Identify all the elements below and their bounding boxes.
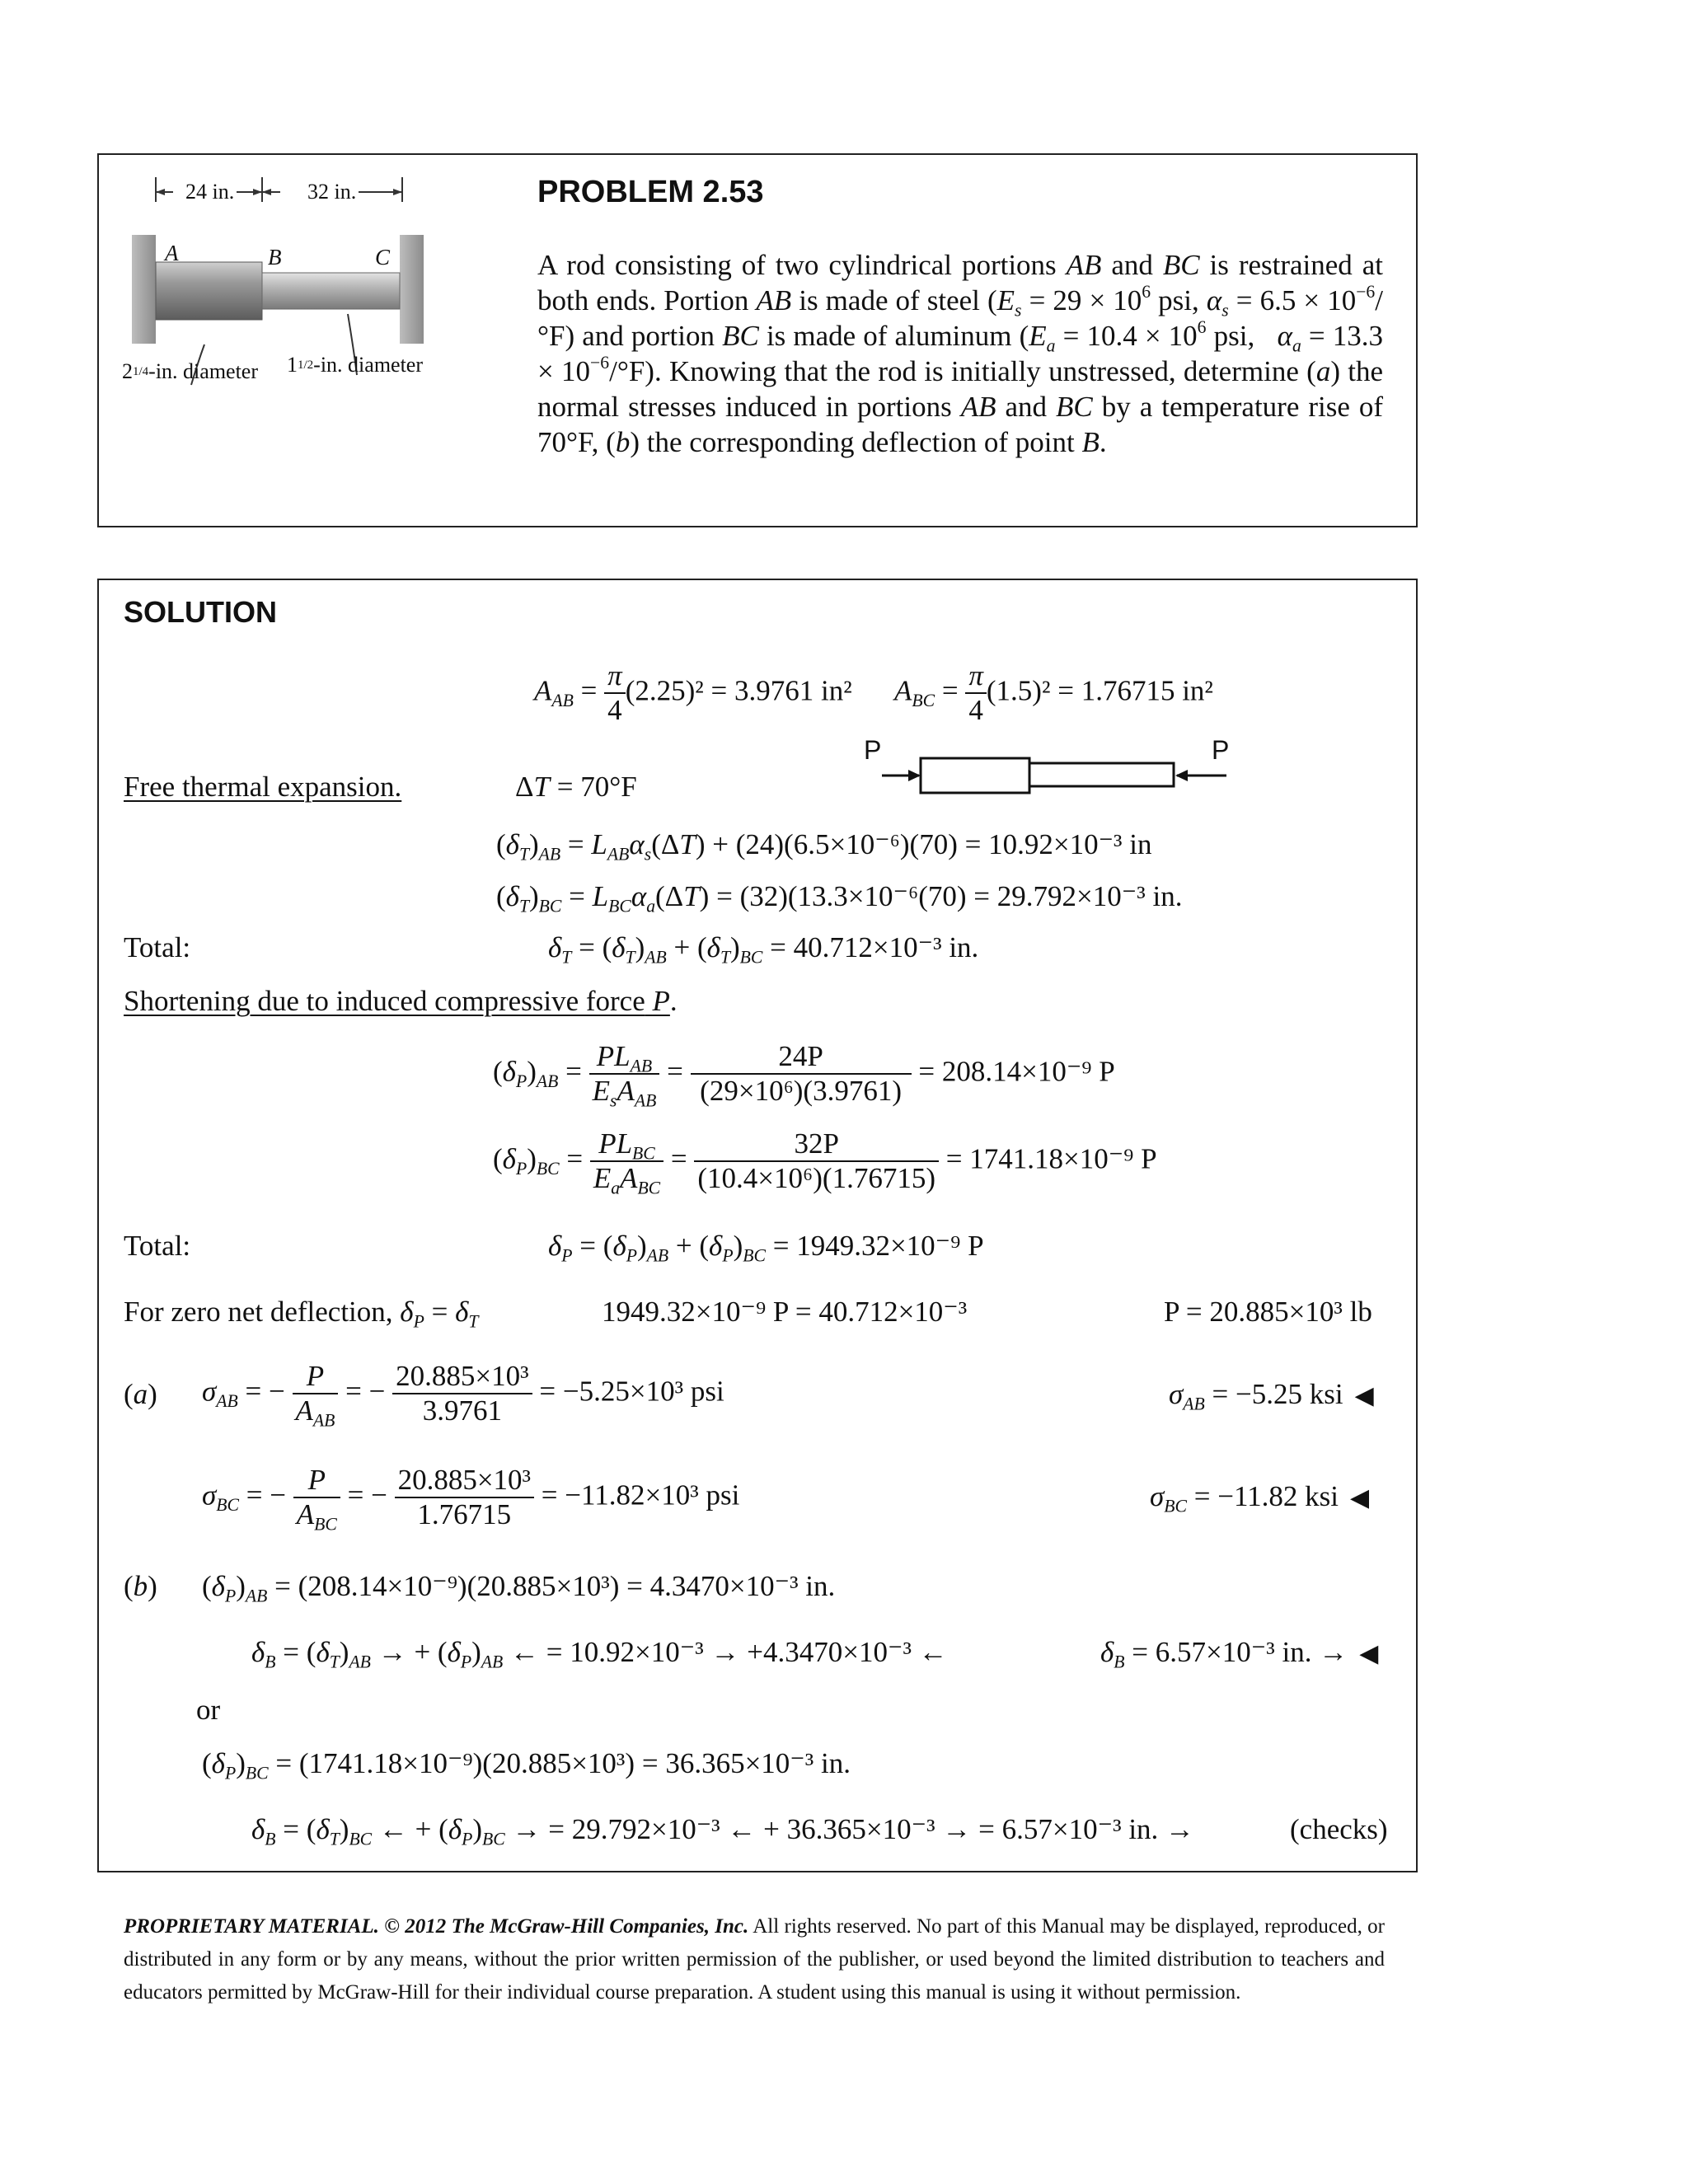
b-db-answer: $\delta_B = 6.57\times 10^{-3}$ in. → ◀ bbox=[1100, 1636, 1379, 1672]
total-label-1: Total: bbox=[124, 931, 191, 963]
dp-total-eq: $\delta_P = (\delta_P)_{AB} + (\delta_P)_{BC} = 1949.32\times 10^{-9}$ P bbox=[548, 1230, 984, 1266]
right-wall bbox=[400, 235, 424, 344]
p-result: P = 20.885×10³ lb bbox=[1164, 1296, 1372, 1328]
delta-t-eq: ΔT = 70°F bbox=[515, 771, 637, 803]
zero-net-label: For zero net deflection, $\delta_P = \delta_T$ bbox=[124, 1296, 479, 1332]
total-label-2: Total: bbox=[124, 1230, 191, 1262]
sketch-p-left: P bbox=[864, 735, 882, 765]
b-db-eq-2: $\delta_B = (\delta_T)_{BC}$ ← + $(\delta_P)_{BC}$ → = 29.792×10⁻³ ← + 36.365×10⁻³ → = 6.57×10⁻³ in. → bbox=[251, 1813, 1195, 1849]
dim-ab-label: 24 in. bbox=[183, 180, 237, 204]
label-b: B bbox=[268, 245, 282, 269]
answer-marker-icon: ◀ bbox=[1350, 1483, 1370, 1512]
problem-title: PROBLEM 2.53 bbox=[537, 175, 764, 209]
free-thermal-label: Free thermal expansion. bbox=[124, 771, 402, 803]
footer-notice: PROPRIETARY MATERIAL. © 2012 The McGraw-Hill Companies, Inc. All rights reserved. No part of this Manual may be displayed, reproduced, or distributed in any form or by any means, without the prior written permission of the publisher, or used beyond the limited distribution to teachers and educators permitted by McGraw-Hill for their individual course preparation. A student using this manual is using it without permission. bbox=[124, 1915, 1386, 2004]
part-b-label: (b) bbox=[124, 1570, 157, 1602]
or-label: or bbox=[196, 1694, 221, 1726]
rod-bc bbox=[262, 273, 400, 309]
dp-ab-eq: $(\delta_P)_{AB}$ = $\frac{PL_{AB}}{E_sA_{AB}}$ = $\frac{24P}{\text{(29×10⁶)(3.9761)}}$ = 208.14×10⁻⁹ P bbox=[493, 1040, 1115, 1111]
shortening-label: Shortening due to induced compressive force P. bbox=[124, 985, 678, 1017]
b-db-eq-1: $\delta_B = (\delta_T)_{AB}$ → + $(\delta_P)_{AB}$ ← = 10.92×10⁻³ → +4.3470×10⁻³ ← bbox=[251, 1636, 948, 1672]
sketch-p-right: P bbox=[1212, 735, 1230, 765]
dia-right-label: 11/2-in. diameter bbox=[287, 353, 424, 377]
answer-marker-icon: ◀ bbox=[1359, 1639, 1379, 1668]
label-a: A bbox=[165, 241, 179, 265]
answer-marker-icon: ◀ bbox=[1354, 1381, 1374, 1410]
problem-statement: A rod consisting of two cylindrical portions AB and BC is restrained at both ends. Portion AB is made of steel ($E_s = 29 \times 10^6$ psi, $\alpha_s = 6.5 \times 10^{-6}/^\circ F$) and portion BC is made of aluminum ($E_a = 10.4 \times 10^6$ psi, $\alpha_a = 13.3 \times 10^{-6}/^\circ F$). Knowing that the rod is initially unstressed, determine (a) the normal stresses induced in portions AB and BC by a temperature rise of 70°F, (b) the corresponding deflection of point B. bbox=[537, 249, 1384, 458]
thermal-bc-eq: $(\delta_T)_{BC} = L_{BC}\alpha_a(\Delta T) = (32)(13.3\times 10^{-6}(70) = 29.792\times 10^{-3}$ in. bbox=[496, 880, 1183, 916]
dia-left-label: 21/4-in. diameter bbox=[122, 359, 259, 383]
sigma-ab-answer: $\sigma_{AB} = -5.25$ ksi ◀ bbox=[1169, 1378, 1374, 1414]
dim-bc-label: 32 in. bbox=[305, 180, 359, 204]
checks-label: (checks) bbox=[1290, 1813, 1388, 1845]
b-dp-bc-eq: $(\delta_P)_{BC} = (1741.18\times 10^{-9})(20.885\times 10^3) = 36.365\times 10^{-3}$ in. bbox=[202, 1747, 851, 1783]
dp-bc-eq: $(\delta_P)_{BC}$ = $\frac{PL_{BC}}{E_aA_{BC}}$ = $\frac{32P}{\text{(10.4×10⁶)(1.76715)}}$ = 1741.18×10⁻⁹ P bbox=[493, 1127, 1157, 1198]
area-ab-eq: $A_{AB}$ = $\frac{\pi}{4}$ (2.25)² = 3.9761 in² bbox=[534, 659, 852, 727]
sigma-bc-eq: $\sigma_{BC}$ = − $\frac{P}{A_{BC}}$ = − $\frac{\text{20.885×10³}}{1.76715}$ = −11.82×10³ psi bbox=[202, 1464, 740, 1535]
zero-net-eq: 1949.32×10⁻⁹ P = 40.712×10⁻³ bbox=[602, 1296, 968, 1328]
rod-ab bbox=[156, 262, 262, 320]
thermal-ab-eq: $(\delta_T)_{AB} = L_{AB}\alpha_s(\Delta T) + (24)(6.5\times 10^{-6})(70) = 10.92\times 10^{-3}$ in bbox=[496, 828, 1152, 865]
solution-heading: SOLUTION bbox=[124, 595, 277, 629]
b-dp-ab-eq: $(\delta_P)_{AB} = (208.14\times 10^{-9})(20.885\times 10^3) = 4.3470\times 10^{-3}$ in. bbox=[202, 1570, 836, 1606]
thermal-total-eq: $\delta_T = (\delta_T)_{AB} + (\delta_T)_{BC} = 40.712\times 10^{-3}$ in. bbox=[548, 931, 979, 968]
sigma-bc-answer: $\sigma_{BC} = -11.82$ ksi ◀ bbox=[1150, 1480, 1370, 1516]
left-wall bbox=[132, 235, 156, 344]
sigma-ab-eq: $\sigma_{AB}$ = − $\frac{P}{A_{AB}}$ = − $\frac{\text{20.885×10³}}{3.9761}$ = −5.25×10³ psi bbox=[202, 1360, 724, 1431]
part-a-label: (a) bbox=[124, 1378, 157, 1410]
label-c: C bbox=[375, 245, 391, 269]
area-bc-eq: $A_{BC}$ = $\frac{\pi}{4}$ (1.5)² = 1.76715 in² bbox=[894, 659, 1213, 727]
force-sketch bbox=[857, 738, 1253, 804]
